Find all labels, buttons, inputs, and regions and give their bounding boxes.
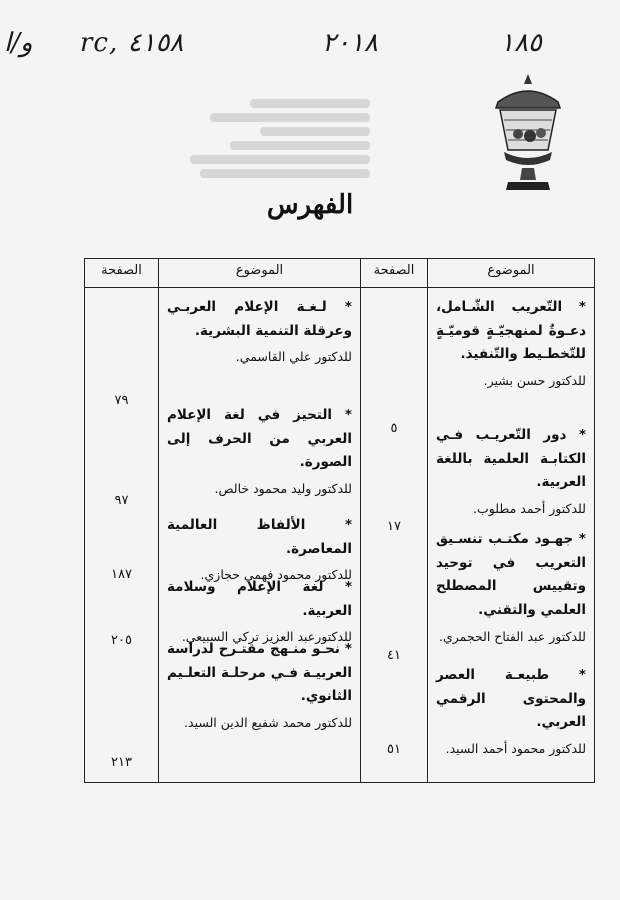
list-item — [436, 292, 586, 392]
entry-author: للدكتور أحمد مطلوب. — [473, 500, 586, 516]
entry-title: * دور التّعريـب فـي الكتابـة العلمية باللغة العربية. — [436, 427, 586, 491]
right-pages-cell — [361, 288, 428, 783]
header-page-left: الصفحة — [85, 259, 159, 288]
entry-title: * طبيعـة العصر والمحتوى الرقمي العربي. — [436, 667, 586, 731]
margin-note-code: rc, ٤١٥٨ — [80, 28, 184, 58]
entry-title: * جهـود مكتـب تنسـيق التعريب في توحيد وتقييس المصطلح العلمي والتقني. — [436, 531, 586, 618]
entry-author: للدكتور محمود أحمد السيد. — [445, 740, 586, 756]
entry-title: * نحـو منـهج مقتـرح لدراسة العربيـة فـي مرحلـة التعلـيم الثانوي. — [167, 641, 352, 705]
header-page-right: الصفحة — [361, 259, 428, 288]
list-item — [167, 394, 352, 500]
list-item — [436, 654, 586, 760]
entry-author: للدكتور حسن بشير. — [483, 372, 586, 388]
entry-author: للدكتور وليد محمود خالص. — [214, 480, 352, 496]
list-item — [167, 628, 352, 734]
page-number: ١٧ — [387, 519, 401, 534]
entry-author: للدكتورعبد العزيز تركي السبيعي. — [181, 629, 352, 645]
page-number: ٥١ — [387, 742, 401, 757]
page-number: ٢١٣ — [111, 755, 132, 770]
list-item — [436, 518, 586, 647]
bleed-through — [170, 94, 370, 183]
entry-title: * لغة الإعلام وسلامة العربية. — [167, 579, 352, 619]
list-item — [167, 292, 352, 368]
page-number: ٤١ — [387, 648, 401, 663]
list-item — [436, 414, 586, 520]
lantern-emblem-icon — [478, 72, 578, 194]
entry-title: * لـغـة الإعلام العربـي وعرقلة التنمية البشرية. — [167, 299, 352, 339]
page-number: ٧٩ — [114, 393, 129, 408]
page-number: ٩٧ — [114, 493, 129, 508]
entry-title: * الألفاظ العالمية المعاصرة. — [167, 517, 352, 557]
header-topic-left: الموضوع — [159, 259, 361, 288]
page-number: ١٨٧ — [111, 567, 132, 582]
index-table — [84, 258, 595, 783]
entry-author: للدكتور عبد الفتاح الحجمري. — [439, 628, 586, 644]
entry-title: * التحيز في لغة الإعلام العربي من الحرف إلى الصورة. — [167, 407, 352, 471]
left-pages-cell — [85, 288, 159, 783]
entry-author: للدكتور محمد شفيع الدين السيد. — [184, 714, 352, 730]
margin-note-left: ﻭ/ﺍ — [4, 28, 33, 58]
page-number: ٥ — [390, 421, 398, 436]
left-topics-cell — [159, 288, 361, 783]
margin-note-year: ٢٠١٨ — [322, 28, 378, 58]
entry-author: للدكتور محمود فهمي حجازي. — [200, 567, 352, 583]
entry-title: * التّعريب الشّـامل، دعـوةٌ لمنهجيّـةٍ قوميّـةٍ للتّخطـيط والتّنفيذ. — [436, 299, 586, 363]
page-title: الفهرس — [266, 190, 354, 220]
header-topic-right: الموضوع — [428, 259, 595, 288]
margin-note-number: ١٨٥ — [500, 28, 542, 58]
page-number: ٢٠٥ — [111, 633, 132, 648]
right-topics-cell — [428, 288, 595, 783]
entry-author: للدكتور علي القاسمي. — [235, 349, 352, 365]
